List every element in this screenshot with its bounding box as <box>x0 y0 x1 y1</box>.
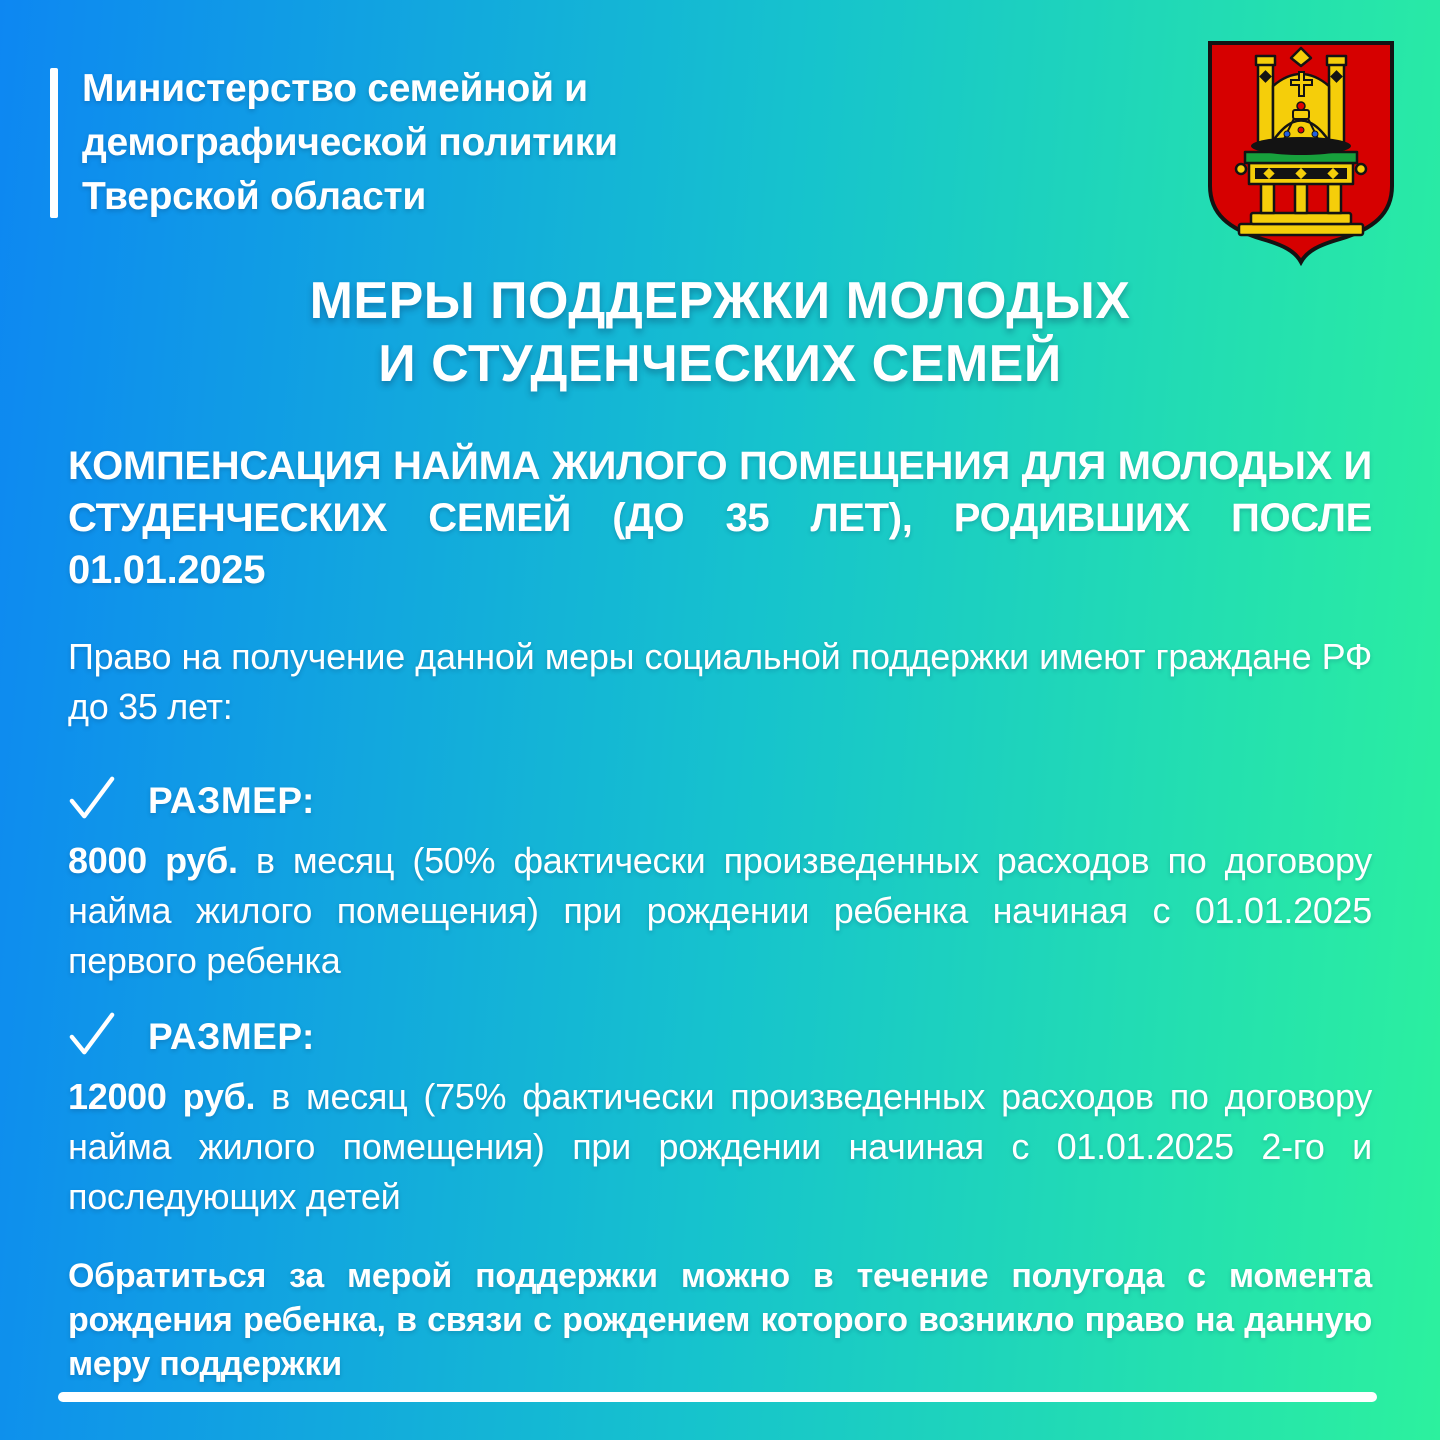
page-title-line1: МЕРЫ ПОДДЕРЖКИ МОЛОДЫХ <box>309 272 1131 330</box>
content <box>0 440 1440 1386</box>
checkmark-icon <box>68 774 116 822</box>
benefit-heading: РАЗМЕР: <box>148 780 315 821</box>
benefit-text: в месяц (50% фактически произведенных расходов по договору найма жилого помещения) при рождении ребенка начиная с 01.01.2025 первого ребенка <box>68 840 1372 981</box>
ministry-name: Министерство семейной и демографической политики Тверской области <box>82 67 618 218</box>
application-deadline-note: Обратиться за мерой поддержки можно в течение полугода с момента рождения ребенка, в связи с рождением которого возникло право на данную меру поддержки <box>68 1257 1372 1383</box>
ministry-header <box>50 62 1400 224</box>
checkmark-icon <box>68 1010 116 1058</box>
benefit-amount: 12000 руб. <box>68 1076 256 1117</box>
eligibility-text: Право на получение данной меры социальной поддержки имеют граждане РФ до 35 лет: <box>68 636 1372 727</box>
benefit-heading-row <box>68 1012 1372 1062</box>
benefit-description <box>68 1072 1372 1222</box>
bottom-divider <box>58 1392 1377 1402</box>
benefit-text: в месяц (75% фактически произведенных расходов по договору найма жилого помещения) при рождении начиная с 01.01.2025 2-го и последующих детей <box>68 1076 1372 1217</box>
page-title <box>0 270 1440 396</box>
program-subtitle: КОМПЕНСАЦИЯ НАЙМА ЖИЛОГО ПОМЕЩЕНИЯ ДЛЯ МОЛОДЫХ И СТУДЕНЧЕСКИХ СЕМЕЙ (ДО 35 ЛЕТ), РОДИВШИХ ПОСЛЕ 01.01.2025 <box>68 444 1372 592</box>
benefit-description <box>68 836 1372 986</box>
tver-coat-of-arms-icon <box>1203 38 1399 266</box>
benefit-heading-row <box>68 776 1372 826</box>
benefit-item-1 <box>68 776 1372 986</box>
benefit-amount: 8000 руб. <box>68 840 238 881</box>
benefit-heading: РАЗМЕР: <box>148 1016 315 1057</box>
benefit-item-2 <box>68 1012 1372 1222</box>
page-title-line2: И СТУДЕНЧЕСКИХ СЕМЕЙ <box>378 335 1062 393</box>
header <box>0 0 1440 224</box>
accent-bar <box>50 68 58 218</box>
